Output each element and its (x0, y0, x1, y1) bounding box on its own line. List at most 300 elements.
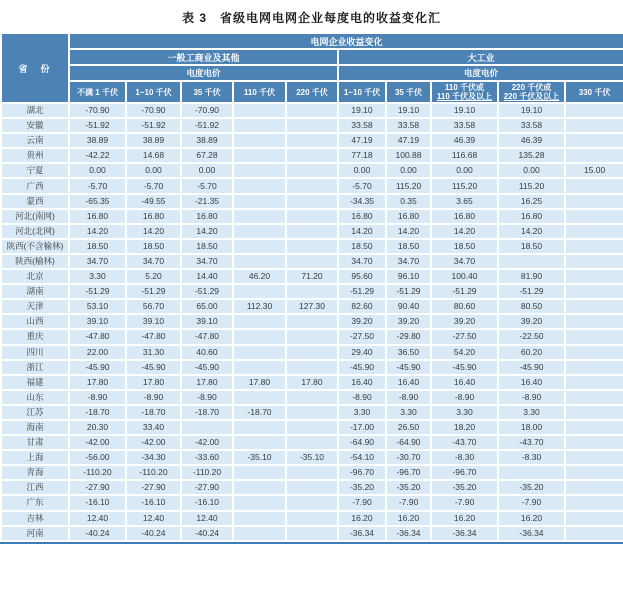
value-cell: -8.90 (181, 390, 233, 405)
value-cell (286, 465, 338, 480)
value-cell: 46.39 (498, 133, 565, 148)
province-cell: 蒙西 (1, 194, 69, 209)
value-cell: -5.70 (338, 178, 386, 193)
value-cell: 81.90 (498, 269, 565, 284)
province-cell: 上海 (1, 450, 69, 465)
value-cell: 33.40 (126, 420, 181, 435)
col-header-220kv-line1: 220 千伏或 (511, 83, 552, 92)
province-cell: 陕西(不含榆林) (1, 239, 69, 254)
col-header-220kv-line2: 220 千伏及以上 (503, 92, 560, 101)
value-cell: 40.60 (181, 345, 233, 360)
value-cell: -51.92 (181, 118, 233, 133)
value-cell (233, 329, 286, 344)
value-cell (565, 511, 623, 526)
table-row (1, 375, 623, 390)
table-row (1, 480, 623, 495)
value-cell (233, 495, 286, 510)
value-cell (181, 420, 233, 435)
value-cell: -35.20 (431, 480, 498, 495)
province-cell: 安徽 (1, 118, 69, 133)
col-header-220kv-or-above-large (498, 81, 565, 103)
province-cell: 天津 (1, 299, 69, 314)
value-cell (233, 194, 286, 209)
value-cell (286, 435, 338, 450)
province-cell: 甘肃 (1, 435, 69, 450)
value-cell: -5.70 (126, 178, 181, 193)
value-cell: -110.20 (126, 465, 181, 480)
value-cell: 3.30 (69, 269, 126, 284)
value-cell: -17.00 (338, 420, 386, 435)
value-cell: -27.90 (181, 480, 233, 495)
value-cell (286, 178, 338, 193)
value-cell: 19.10 (338, 103, 386, 118)
value-cell: -8.30 (431, 450, 498, 465)
province-cell: 海南 (1, 420, 69, 435)
value-cell: 0.00 (498, 163, 565, 178)
value-cell: 77.18 (338, 148, 386, 163)
value-cell: -96.70 (431, 465, 498, 480)
province-column-header: 省 份 (1, 33, 69, 103)
value-cell: -42.00 (126, 435, 181, 450)
value-cell: 3.30 (338, 405, 386, 420)
revenue-change-header: 电网企业收益变化 (69, 33, 623, 49)
value-cell: 26.50 (386, 420, 431, 435)
value-cell: 0.00 (69, 163, 126, 178)
table-row (1, 178, 623, 193)
table-bottom-rule (0, 542, 623, 544)
province-cell: 湖南 (1, 284, 69, 299)
value-cell: 14.20 (386, 224, 431, 239)
value-cell: -51.92 (69, 118, 126, 133)
value-cell: 39.20 (431, 314, 498, 329)
table-row (1, 299, 623, 314)
value-cell (565, 314, 623, 329)
value-cell: 14.20 (126, 224, 181, 239)
value-cell: 16.80 (498, 209, 565, 224)
value-cell: -54.10 (338, 450, 386, 465)
value-cell (233, 209, 286, 224)
value-cell (286, 511, 338, 526)
value-cell: -8.30 (498, 450, 565, 465)
value-cell: -42.00 (69, 435, 126, 450)
province-cell: 河北(南网) (1, 209, 69, 224)
table-row (1, 405, 623, 420)
col-header-35kv-general: 35 千伏 (181, 81, 233, 103)
value-cell: 18.50 (126, 239, 181, 254)
value-cell: -40.24 (69, 526, 126, 541)
value-cell: 0.00 (386, 163, 431, 178)
table-row (1, 163, 623, 178)
value-cell: 0.00 (126, 163, 181, 178)
header-row-top (1, 33, 623, 49)
value-cell (565, 390, 623, 405)
value-cell (233, 465, 286, 480)
value-cell: -65.35 (69, 194, 126, 209)
province-cell: 福建 (1, 375, 69, 390)
province-cell: 江西 (1, 480, 69, 495)
value-cell: -45.90 (498, 360, 565, 375)
value-cell: -35.20 (386, 480, 431, 495)
value-cell: -45.90 (338, 360, 386, 375)
value-cell: 54.20 (431, 345, 498, 360)
value-cell: 39.20 (338, 314, 386, 329)
table-row (1, 148, 623, 163)
value-cell: 16.80 (338, 209, 386, 224)
table-row (1, 194, 623, 209)
value-cell: 14.20 (431, 224, 498, 239)
value-cell (286, 284, 338, 299)
value-cell: 47.19 (338, 133, 386, 148)
col-header-35kv-large: 35 千伏 (386, 81, 431, 103)
table-row (1, 284, 623, 299)
table-row (1, 390, 623, 405)
value-cell: 14.20 (498, 224, 565, 239)
value-cell: -64.90 (338, 435, 386, 450)
value-cell (565, 269, 623, 284)
province-cell: 青海 (1, 465, 69, 480)
value-cell (286, 345, 338, 360)
value-cell: -34.35 (338, 194, 386, 209)
table-row (1, 209, 623, 224)
province-cell: 云南 (1, 133, 69, 148)
value-cell (233, 480, 286, 495)
value-cell (565, 148, 623, 163)
header-row-groups (1, 49, 623, 65)
value-cell: -56.00 (69, 450, 126, 465)
value-cell: 38.89 (69, 133, 126, 148)
value-cell (286, 254, 338, 269)
energy-price-header-general: 电度电价 (69, 65, 338, 81)
col-header-110kv-line2: 110 千伏及以上 (436, 92, 493, 101)
value-cell: -110.20 (181, 465, 233, 480)
value-cell: 33.58 (431, 118, 498, 133)
value-cell: -70.90 (126, 103, 181, 118)
value-cell (565, 329, 623, 344)
value-cell: -5.70 (69, 178, 126, 193)
value-cell: -16.10 (126, 495, 181, 510)
value-cell: 36.50 (386, 345, 431, 360)
value-cell: -7.90 (338, 495, 386, 510)
value-cell: -8.90 (126, 390, 181, 405)
value-cell: 46.39 (431, 133, 498, 148)
value-cell: 0.00 (431, 163, 498, 178)
value-cell: 17.80 (69, 375, 126, 390)
value-cell: -7.90 (498, 495, 565, 510)
value-cell: 14.20 (69, 224, 126, 239)
value-cell (565, 405, 623, 420)
province-cell: 吉林 (1, 511, 69, 526)
col-header-1-10kv-general: 1~10 千伏 (126, 81, 181, 103)
value-cell: 34.70 (126, 254, 181, 269)
table-row (1, 103, 623, 118)
value-cell: 39.20 (386, 314, 431, 329)
value-cell: -8.90 (69, 390, 126, 405)
value-cell: -51.29 (338, 284, 386, 299)
table-row (1, 224, 623, 239)
value-cell: -35.10 (233, 450, 286, 465)
value-cell: -64.90 (386, 435, 431, 450)
value-cell: 0.00 (338, 163, 386, 178)
value-cell: -8.90 (431, 390, 498, 405)
value-cell (565, 465, 623, 480)
value-cell (565, 239, 623, 254)
table-body (1, 103, 623, 541)
value-cell: 15.00 (565, 163, 623, 178)
province-cell: 山东 (1, 390, 69, 405)
table-row (1, 360, 623, 375)
value-cell: 17.80 (233, 375, 286, 390)
value-cell: 16.80 (181, 209, 233, 224)
value-cell (286, 163, 338, 178)
value-cell: 34.70 (431, 254, 498, 269)
value-cell: -47.80 (181, 329, 233, 344)
table-title: 表 3 省级电网电网企业每度电的收益变化汇 (181, 11, 441, 25)
table-row (1, 239, 623, 254)
value-cell: 3.30 (431, 405, 498, 420)
value-cell: -49.55 (126, 194, 181, 209)
value-cell: 39.20 (498, 314, 565, 329)
value-cell: 16.20 (338, 511, 386, 526)
province-cell: 广西 (1, 178, 69, 193)
value-cell: -35.20 (498, 480, 565, 495)
col-header-110kv-line1: 110 千伏或 (444, 83, 485, 92)
value-cell: 47.19 (386, 133, 431, 148)
province-cell: 北京 (1, 269, 69, 284)
value-cell: -36.34 (498, 526, 565, 541)
value-cell: -43.70 (498, 435, 565, 450)
value-cell: 19.10 (386, 103, 431, 118)
value-cell (565, 103, 623, 118)
value-cell: 18.50 (386, 239, 431, 254)
value-cell: -42.22 (69, 148, 126, 163)
value-cell: 18.20 (431, 420, 498, 435)
value-cell: -43.70 (431, 435, 498, 450)
value-cell (233, 163, 286, 178)
value-cell (565, 194, 623, 209)
value-cell (233, 435, 286, 450)
value-cell: -36.34 (338, 526, 386, 541)
value-cell: -16.10 (181, 495, 233, 510)
value-cell: 31.30 (126, 345, 181, 360)
value-cell: 16.20 (498, 511, 565, 526)
value-cell (286, 390, 338, 405)
value-cell: -45.90 (386, 360, 431, 375)
value-cell: 127.30 (286, 299, 338, 314)
value-cell: 19.10 (498, 103, 565, 118)
value-cell: -51.29 (431, 284, 498, 299)
value-cell: -18.70 (181, 405, 233, 420)
table-row (1, 420, 623, 435)
value-cell: -51.92 (126, 118, 181, 133)
province-cell: 河北(北网) (1, 224, 69, 239)
table-row (1, 526, 623, 541)
value-cell: -29.80 (386, 329, 431, 344)
value-cell: -51.29 (126, 284, 181, 299)
value-cell: -35.10 (286, 450, 338, 465)
value-cell: 115.20 (431, 178, 498, 193)
value-cell: 14.40 (181, 269, 233, 284)
value-cell: 3.65 (431, 194, 498, 209)
value-cell: -51.29 (181, 284, 233, 299)
value-cell: 0.00 (181, 163, 233, 178)
value-cell: 34.70 (69, 254, 126, 269)
province-cell: 宁夏 (1, 163, 69, 178)
value-cell: 56.70 (126, 299, 181, 314)
value-cell: 16.40 (386, 375, 431, 390)
value-cell: 16.80 (431, 209, 498, 224)
value-cell (286, 420, 338, 435)
province-cell: 重庆 (1, 329, 69, 344)
value-cell: -33.60 (181, 450, 233, 465)
value-cell: 16.80 (69, 209, 126, 224)
value-cell (286, 405, 338, 420)
table-row (1, 314, 623, 329)
revenue-change-table (0, 32, 623, 542)
value-cell (565, 209, 623, 224)
value-cell (565, 178, 623, 193)
table-row (1, 495, 623, 510)
province-cell: 湖北 (1, 103, 69, 118)
value-cell: -51.29 (498, 284, 565, 299)
table-row (1, 511, 623, 526)
value-cell (286, 133, 338, 148)
value-cell: -51.29 (69, 284, 126, 299)
value-cell: 16.40 (498, 375, 565, 390)
value-cell: 16.80 (386, 209, 431, 224)
value-cell: 39.10 (126, 314, 181, 329)
value-cell (286, 239, 338, 254)
col-header-1-10kv-large: 1~10 千伏 (338, 81, 386, 103)
value-cell: -7.90 (431, 495, 498, 510)
value-cell (286, 118, 338, 133)
value-cell (498, 465, 565, 480)
value-cell: 115.20 (386, 178, 431, 193)
value-cell: 12.40 (181, 511, 233, 526)
value-cell (233, 118, 286, 133)
value-cell: 14.20 (338, 224, 386, 239)
value-cell: -21.35 (181, 194, 233, 209)
col-header-below-1kv: 不满 1 千伏 (69, 81, 126, 103)
value-cell: 34.70 (386, 254, 431, 269)
value-cell: 17.80 (126, 375, 181, 390)
value-cell: 38.89 (181, 133, 233, 148)
value-cell (233, 224, 286, 239)
province-cell: 山西 (1, 314, 69, 329)
value-cell (565, 254, 623, 269)
value-cell: 115.20 (498, 178, 565, 193)
value-cell: -96.70 (338, 465, 386, 480)
value-cell (498, 254, 565, 269)
value-cell: 17.80 (286, 375, 338, 390)
value-cell: 0.35 (386, 194, 431, 209)
value-cell: -51.29 (386, 284, 431, 299)
value-cell: 65.00 (181, 299, 233, 314)
value-cell: 100.40 (431, 269, 498, 284)
value-cell: -18.70 (233, 405, 286, 420)
value-cell (286, 314, 338, 329)
value-cell (286, 224, 338, 239)
value-cell (233, 345, 286, 360)
value-cell: 39.10 (181, 314, 233, 329)
value-cell (565, 435, 623, 450)
value-cell: -8.90 (338, 390, 386, 405)
value-cell (565, 480, 623, 495)
value-cell: 14.68 (126, 148, 181, 163)
value-cell: -16.10 (69, 495, 126, 510)
value-cell (233, 511, 286, 526)
value-cell: 34.70 (338, 254, 386, 269)
value-cell: 3.30 (386, 405, 431, 420)
value-cell: 12.40 (69, 511, 126, 526)
value-cell (565, 133, 623, 148)
value-cell (565, 224, 623, 239)
value-cell: 18.00 (498, 420, 565, 435)
header-row-voltage (1, 81, 623, 103)
value-cell: -27.50 (431, 329, 498, 344)
value-cell: 33.58 (386, 118, 431, 133)
value-cell: 33.58 (338, 118, 386, 133)
province-cell: 河南 (1, 526, 69, 541)
value-cell (286, 148, 338, 163)
value-cell (565, 526, 623, 541)
value-cell: 60.20 (498, 345, 565, 360)
value-cell: 18.50 (431, 239, 498, 254)
value-cell: 16.40 (431, 375, 498, 390)
value-cell (233, 314, 286, 329)
value-cell: -110.20 (69, 465, 126, 480)
value-cell (565, 118, 623, 133)
value-cell: -27.90 (126, 480, 181, 495)
value-cell: -45.90 (126, 360, 181, 375)
energy-price-header-large: 电度电价 (338, 65, 623, 81)
value-cell: 20.30 (69, 420, 126, 435)
value-cell: 116.68 (431, 148, 498, 163)
value-cell: 14.20 (181, 224, 233, 239)
value-cell: 12.40 (126, 511, 181, 526)
table-row (1, 118, 623, 133)
value-cell: 5.20 (126, 269, 181, 284)
value-cell (286, 480, 338, 495)
table-row (1, 133, 623, 148)
value-cell: 80.50 (498, 299, 565, 314)
value-cell: -40.24 (126, 526, 181, 541)
value-cell: 100.88 (386, 148, 431, 163)
value-cell: 18.50 (181, 239, 233, 254)
value-cell (233, 178, 286, 193)
province-cell: 浙江 (1, 360, 69, 375)
value-cell: -27.50 (338, 329, 386, 344)
value-cell: 29.40 (338, 345, 386, 360)
value-cell (565, 360, 623, 375)
value-cell (286, 209, 338, 224)
value-cell: 90.40 (386, 299, 431, 314)
province-cell: 广东 (1, 495, 69, 510)
value-cell: -35.20 (338, 480, 386, 495)
value-cell: -22.50 (498, 329, 565, 344)
value-cell: -70.90 (69, 103, 126, 118)
province-cell: 陕西(榆林) (1, 254, 69, 269)
group-general-commercial-header: 一般工商业及其他 (69, 49, 338, 65)
value-cell (233, 420, 286, 435)
header-row-price-type (1, 65, 623, 81)
value-cell: 96.10 (386, 269, 431, 284)
value-cell (565, 495, 623, 510)
value-cell: -42.00 (181, 435, 233, 450)
value-cell: 16.25 (498, 194, 565, 209)
value-cell: 39.10 (69, 314, 126, 329)
value-cell: -18.70 (69, 405, 126, 420)
value-cell: -45.90 (431, 360, 498, 375)
